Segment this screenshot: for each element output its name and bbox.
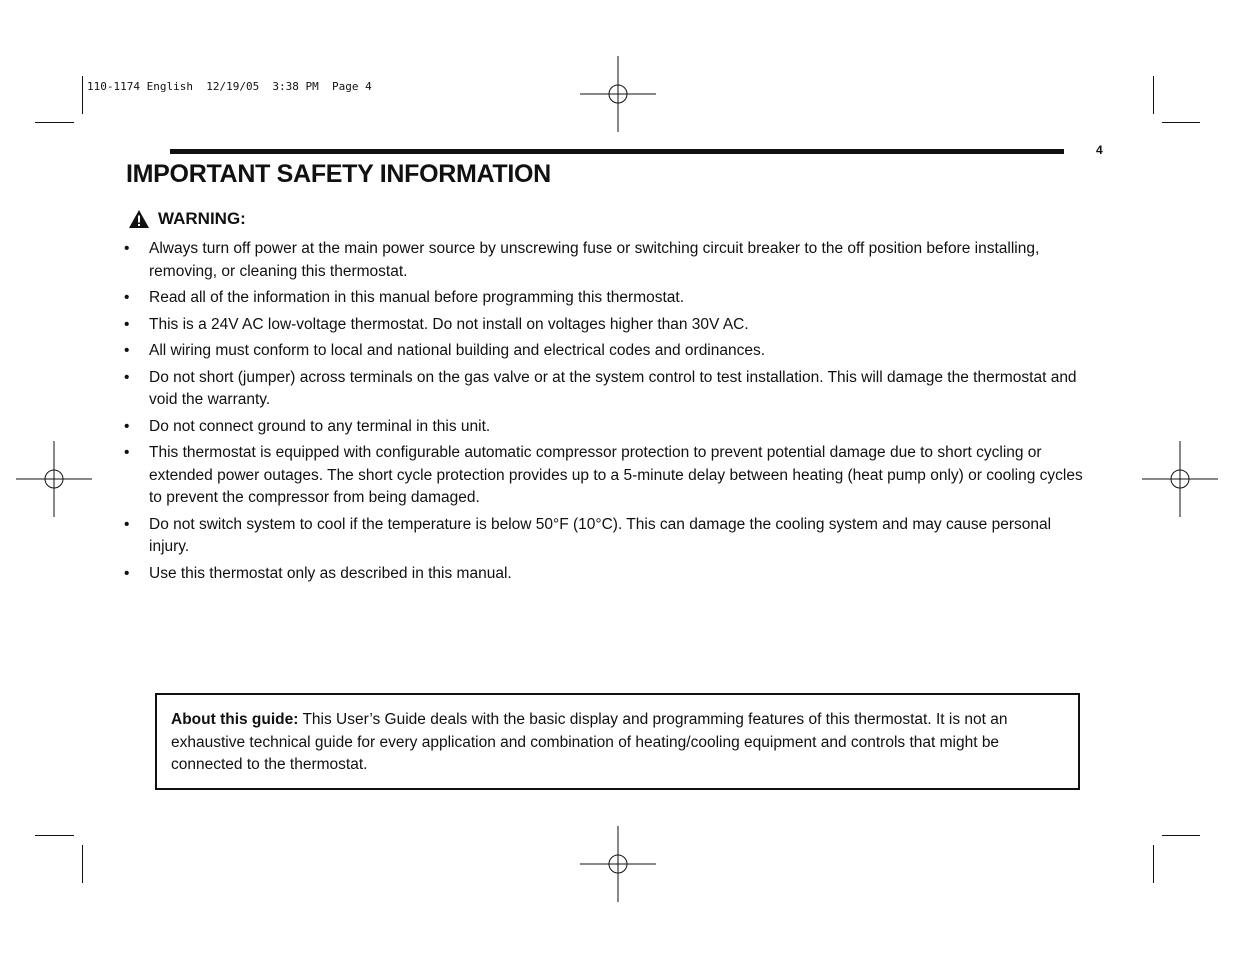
list-item-text: Always turn off power at the main power source by unscrewing fuse or switching circuit breaker to the off position before installing, removing, or cleaning this thermostat. [149, 240, 1040, 280]
list-item [124, 416, 1084, 439]
crop-mark-top-right-vertical [1153, 76, 1154, 114]
registration-mark-top-icon [580, 56, 656, 132]
printer-slug-line: 110-1174 English 12/19/05 3:38 PM Page 4 [87, 80, 372, 93]
bullet-glyph: • [124, 368, 130, 386]
list-item [124, 563, 1084, 586]
warning-label: WARNING: [158, 209, 246, 228]
registration-mark-left-icon [16, 441, 92, 517]
crop-mark-top-left-vertical [82, 76, 83, 114]
bullet-glyph: • [124, 515, 130, 533]
about-guide-label: About this guide: [171, 711, 299, 728]
about-guide-box [155, 693, 1080, 790]
crop-mark-bottom-left-horizontal [35, 835, 74, 836]
list-item-text: Read all of the information in this manual before programming this thermostat. [149, 289, 685, 306]
warning-heading [128, 209, 246, 229]
list-item-text: Use this thermostat only as described in this manual. [149, 564, 512, 582]
list-item [124, 287, 1084, 310]
bullet-glyph: • [124, 289, 130, 306]
registration-mark-right-icon [1142, 441, 1218, 517]
list-item [124, 514, 1084, 559]
bullet-glyph: • [124, 564, 130, 582]
warning-triangle-icon [128, 209, 150, 229]
crop-mark-bottom-right-horizontal [1162, 835, 1200, 836]
list-item-text: This is a 24V AC low-voltage thermostat. Do not install on voltages higher than 30V AC. [149, 315, 749, 333]
page-number: 4 [1096, 143, 1103, 157]
list-item [124, 442, 1084, 510]
bullet-glyph: • [124, 342, 130, 359]
page-title: IMPORTANT SAFETY INFORMATION [126, 160, 551, 188]
bullet-glyph: • [124, 240, 130, 257]
list-item-text: All wiring must conform to local and national building and electrical codes and ordinances. [149, 342, 766, 359]
list-item [124, 340, 1084, 363]
safety-warning-list [124, 238, 1084, 589]
crop-mark-bottom-right-vertical [1153, 845, 1154, 883]
list-item-text: Do not connect ground to any terminal in this unit. [149, 417, 491, 435]
crop-mark-top-left-horizontal [35, 122, 74, 123]
list-item-text: Do not switch system to cool if the temperature is below 50°F (10°C). This can damage the cooling system and may cause personal injury. [149, 515, 1052, 555]
crop-mark-bottom-left-vertical [82, 845, 83, 883]
list-item-text: This thermostat is equipped with configurable automatic compressor protection to prevent potential damage due to short cycling or extended power outages. The short cycle protection provides up to a 5-minute delay between heating (heat pump only) or cooling cycles to prevent the compressor from being damaged. [149, 444, 1083, 506]
bullet-glyph: • [124, 417, 130, 435]
list-item [124, 238, 1084, 283]
top-rule-divider [170, 149, 1064, 154]
bullet-glyph: • [124, 444, 130, 461]
list-item-text: Do not short (jumper) across terminals on the gas valve or at the system control to test installation. This will damage the thermostat and void the warranty. [149, 368, 1077, 408]
crop-mark-top-right-horizontal [1162, 122, 1200, 123]
bullet-glyph: • [124, 315, 130, 333]
list-item [124, 314, 1084, 337]
about-guide-text: This User’s Guide deals with the basic display and programming features of this thermostat. It is not an exhaustive technical guide for every application and combination of heating/cooling equipment and controls that might be connected to the thermostat. [171, 711, 1008, 773]
registration-mark-bottom-icon [580, 826, 656, 902]
list-item [124, 367, 1084, 412]
